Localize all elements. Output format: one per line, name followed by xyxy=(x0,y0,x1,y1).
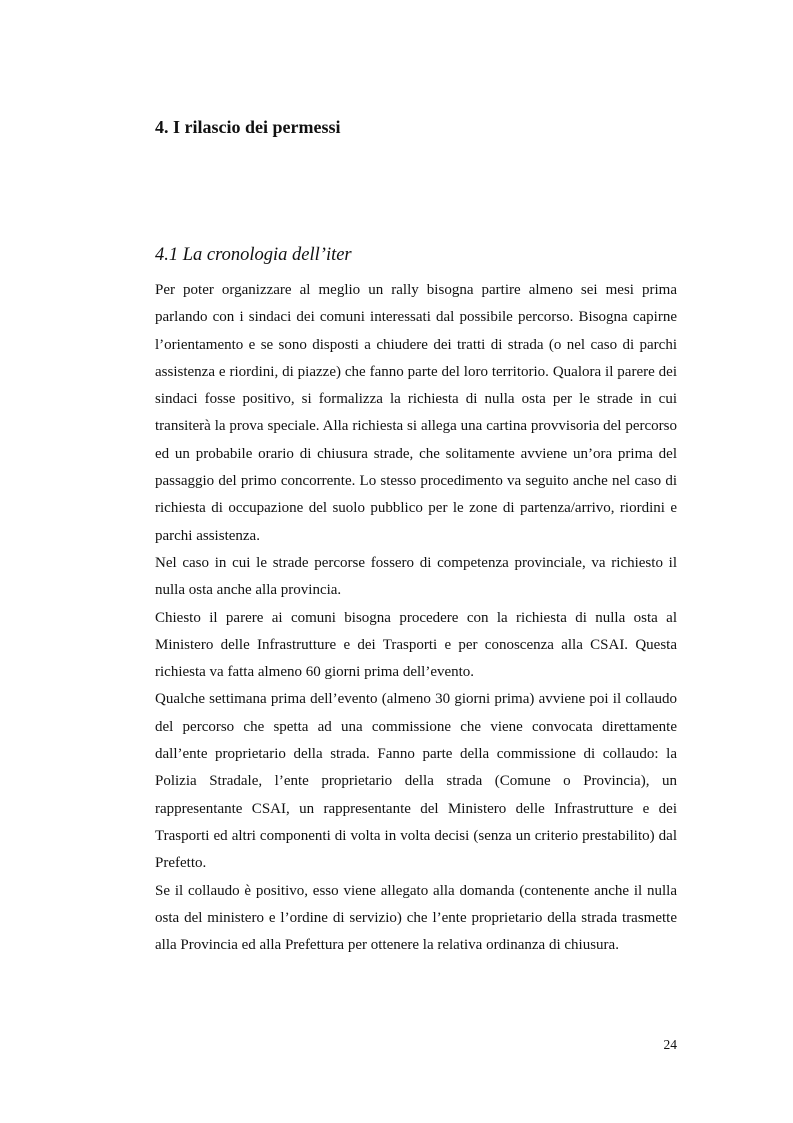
paragraph: Per poter organizzare al meglio un rally bisogna partire almeno sei mesi prima parlando con i sindaci dei comuni interessati dal possibile percorso. Bisogna capirne l’orientamento e se sono disposti a chiudere dei tratti di strada (o nel caso di parchi assistenza e riordini, di piazze) che fanno parte del loro territorio. Qualora il parere dei sindaci fosse positivo, si formalizza la richiesta di nulla osta per le strade in cui transiterà la prova speciale. Alla richiesta si allega una cartina provvisoria del percorso ed un probabile orario di chiusura strade, che solitamente avviene un’ora prima del passaggio del primo concorrente. Lo stesso procedimento va seguito anche nel caso di richiesta di occupazione del suolo pubblico per le zone di partenza/arrivo, riordini e parchi assistenza. xyxy=(155,282,677,544)
chapter-title: 4. I rilascio dei permessi xyxy=(155,117,341,137)
paragraph: Chiesto il parere ai comuni bisogna procedere con la richiesta di nulla osta al Ministero delle Infrastrutture e dei Trasporti e per conoscenza alla CSAI. Questa richiesta va fatta almeno 60 giorni prima dell’evento. xyxy=(155,609,677,681)
paragraph: Nel caso in cui le strade percorse fossero di competenza provinciale, va richiesto il nulla osta anche alla provincia. xyxy=(155,554,677,599)
paragraph: Qualche settimana prima dell’evento (almeno 30 giorni prima) avviene poi il collaudo del percorso che spetta ad una commissione che viene convocata direttamente dall’ente proprietario della strada. Fanno parte della commissione di collaudo: la Polizia Stradale, l’ente proprietario della strada (Comune o Provincia), un rappresentante CSAI, un rappresentante del Ministero delle Infrastrutture e dei Trasporti ed altri componenti di volta in volta decisi (senza un criterio prestabilito) dal Prefetto. xyxy=(155,691,677,872)
page-number: 24 xyxy=(663,1037,677,1052)
paragraph: Se il collaudo è positivo, esso viene allegato alla domanda (contenente anche il nulla osta del ministero e l’ordine di servizio) che l’ente proprietario della strada trasmette alla Provincia ed alla Prefettura per ottenere la relativa ordinanza di chiusura. xyxy=(155,882,677,954)
body-text xyxy=(155,277,677,959)
section-title: 4.1 La cronologia dell’iter xyxy=(155,245,352,265)
